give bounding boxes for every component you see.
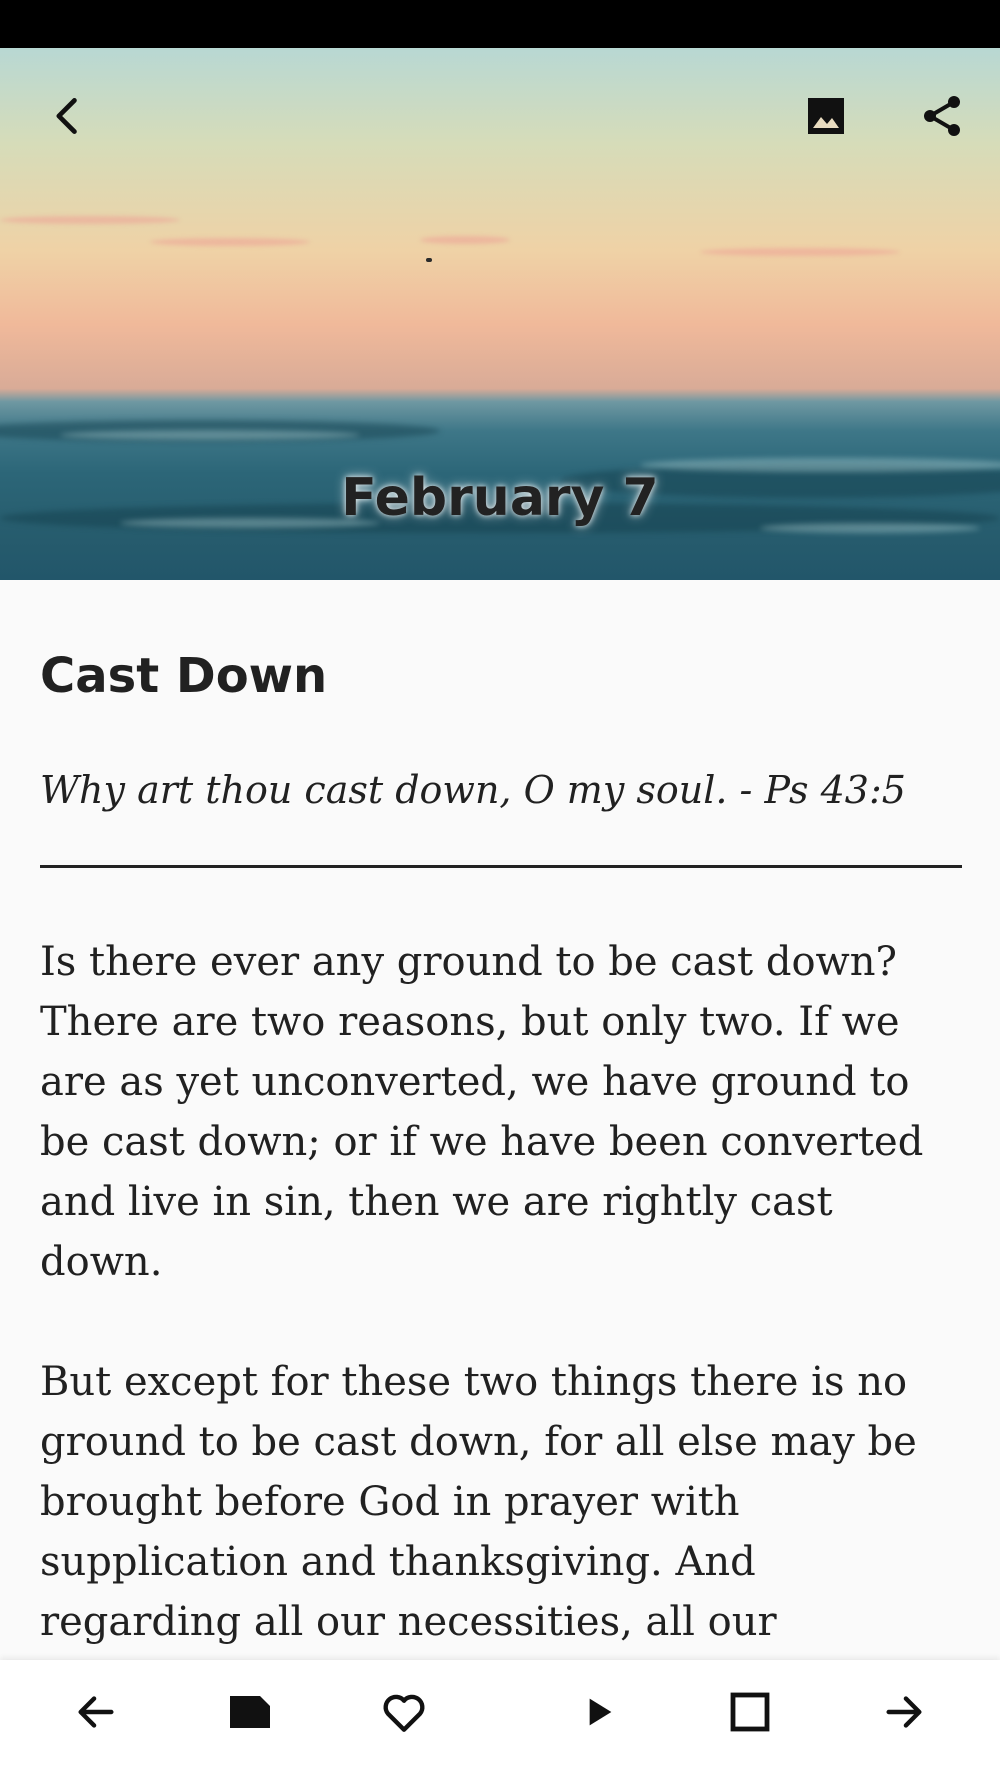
arrow-left-icon (73, 1689, 119, 1735)
bottom-nav-bar (0, 1660, 1000, 1778)
share-button[interactable] (910, 84, 974, 148)
image-button[interactable] (794, 84, 858, 148)
arrow-right-icon (881, 1689, 927, 1735)
cloud (700, 248, 900, 256)
share-icon (918, 92, 966, 140)
paragraph: But except for these two things there is no ground to be cast down, for all else may be brought before God in prayer with supplication and thanksgiving. And regarding all our necessities, all our (40, 1359, 917, 1646)
devotion-date: February 7 (341, 468, 659, 528)
divider (40, 865, 962, 868)
heart-icon (379, 1687, 429, 1737)
status-bar (0, 0, 1000, 48)
previous-day-button[interactable] (64, 1680, 128, 1744)
cloud (420, 236, 510, 244)
header-image (0, 48, 1000, 580)
label-icon (226, 1688, 274, 1736)
label-button[interactable] (218, 1680, 282, 1744)
bird (426, 258, 432, 262)
next-day-button[interactable] (872, 1680, 936, 1744)
favorite-button[interactable] (372, 1680, 436, 1744)
square-button[interactable] (718, 1680, 782, 1744)
back-button[interactable] (36, 84, 100, 148)
devotion-verse: Why art thou cast down, O my soul. - Ps 43:5 (40, 767, 906, 812)
image-icon (802, 92, 850, 140)
paragraph: Is there ever any ground to be cast down? There are two reasons, but only two. If we are as yet unconverted, we have ground to be cast down; or if we have been converted and live in sin, then we are rightly cast down. (40, 939, 924, 1286)
wave (60, 430, 360, 440)
cloud (150, 238, 310, 246)
devotion-content (40, 580, 960, 1772)
devotion-title: Cast Down (40, 648, 328, 704)
play-icon (578, 1692, 618, 1732)
back-icon (46, 94, 90, 138)
play-button[interactable] (566, 1680, 630, 1744)
cloud (0, 216, 180, 224)
square-icon (726, 1688, 774, 1736)
